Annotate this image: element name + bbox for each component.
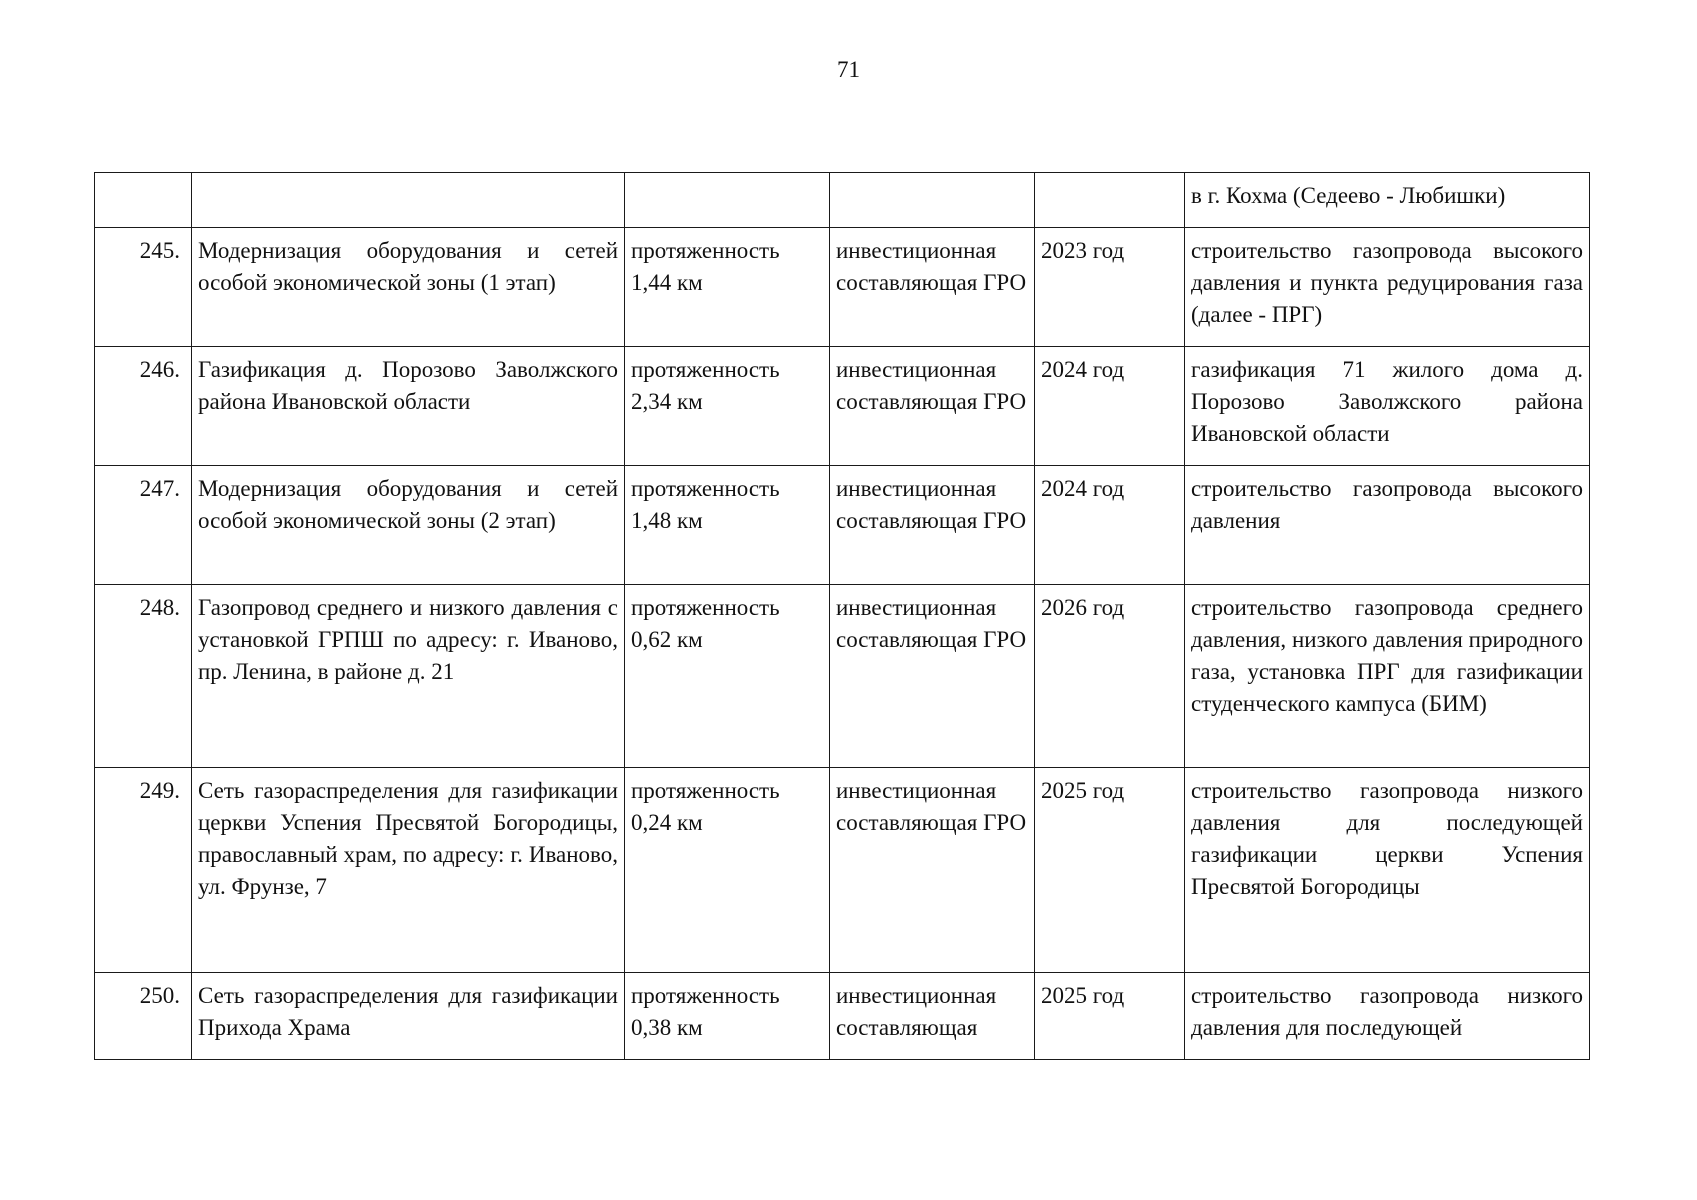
cell-year: 2024 год <box>1035 347 1185 466</box>
cell-number: 250. <box>95 973 192 1060</box>
cell-number: 248. <box>95 585 192 768</box>
table-row <box>95 466 1590 585</box>
cell-size: протяженность 0,38 км <box>625 973 830 1060</box>
cell-size: протяженность 1,48 км <box>625 466 830 585</box>
cell-size: протяженность 0,62 км <box>625 585 830 768</box>
cell-number: 249. <box>95 768 192 973</box>
cell-result: строительство газопровода высокого давления <box>1185 466 1590 585</box>
table-row <box>95 973 1590 1060</box>
cell-year: 2026 год <box>1035 585 1185 768</box>
cell-size <box>625 173 830 228</box>
cell-funding-source: инвестиционная составляющая ГРО <box>830 768 1035 973</box>
cell-year: 2024 год <box>1035 466 1185 585</box>
cell-size: протяженность 0,24 км <box>625 768 830 973</box>
cell-result: строительство газопровода среднего давления, низкого давления природного газа, установка ПРГ для газификации студенческого кампуса (БИМ) <box>1185 585 1590 768</box>
cell-result: газификация 71 жилого дома д. Порозово Заволжского района Ивановской области <box>1185 347 1590 466</box>
cell-year: 2023 год <box>1035 228 1185 347</box>
cell-year: 2025 год <box>1035 973 1185 1060</box>
investment-program-table <box>94 172 1590 1060</box>
cell-result: строительство газопровода высокого давления и пункта редуцирования газа (далее - ПРГ) <box>1185 228 1590 347</box>
table-row <box>95 585 1590 768</box>
cell-year: 2025 год <box>1035 768 1185 973</box>
cell-project-name <box>192 173 625 228</box>
cell-project-name: Сеть газораспределения для газификации церкви Успения Пресвятой Богородицы, православный храм, по адресу: г. Иваново, ул. Фрунзе, 7 <box>192 768 625 973</box>
cell-number: 245. <box>95 228 192 347</box>
cell-result: строительство газопровода низкого давления для последующей газификации церкви Успения Пресвятой Богородицы <box>1185 768 1590 973</box>
table-row <box>95 228 1590 347</box>
cell-number <box>95 173 192 228</box>
cell-result: строительство газопровода низкого давления для последующей <box>1185 973 1590 1060</box>
cell-funding-source <box>830 173 1035 228</box>
cell-project-name: Газопровод среднего и низкого давления с установкой ГРПШ по адресу: г. Иваново, пр. Ленина, в районе д. 21 <box>192 585 625 768</box>
cell-funding-source: инвестиционная составляющая ГРО <box>830 466 1035 585</box>
table-row-continuation <box>95 173 1590 228</box>
page-number: 71 <box>837 57 860 82</box>
cell-project-name: Модернизация оборудования и сетей особой экономической зоны (2 этап) <box>192 466 625 585</box>
cell-result: в г. Кохма (Седеево - Любишки) <box>1185 173 1590 228</box>
table-row <box>95 768 1590 973</box>
cell-year <box>1035 173 1185 228</box>
cell-project-name: Модернизация оборудования и сетей особой экономической зоны (1 этап) <box>192 228 625 347</box>
cell-size: протяженность 1,44 км <box>625 228 830 347</box>
cell-project-name: Сеть газораспределения для газификации Прихода Храма <box>192 973 625 1060</box>
cell-funding-source: инвестиционная составляющая ГРО <box>830 347 1035 466</box>
cell-funding-source: инвестиционная составляющая <box>830 973 1035 1060</box>
cell-number: 246. <box>95 347 192 466</box>
cell-number: 247. <box>95 466 192 585</box>
cell-funding-source: инвестиционная составляющая ГРО <box>830 585 1035 768</box>
cell-size: протяженность 2,34 км <box>625 347 830 466</box>
table-row <box>95 347 1590 466</box>
cell-funding-source: инвестиционная составляющая ГРО <box>830 228 1035 347</box>
cell-project-name: Газификация д. Порозово Заволжского района Ивановской области <box>192 347 625 466</box>
